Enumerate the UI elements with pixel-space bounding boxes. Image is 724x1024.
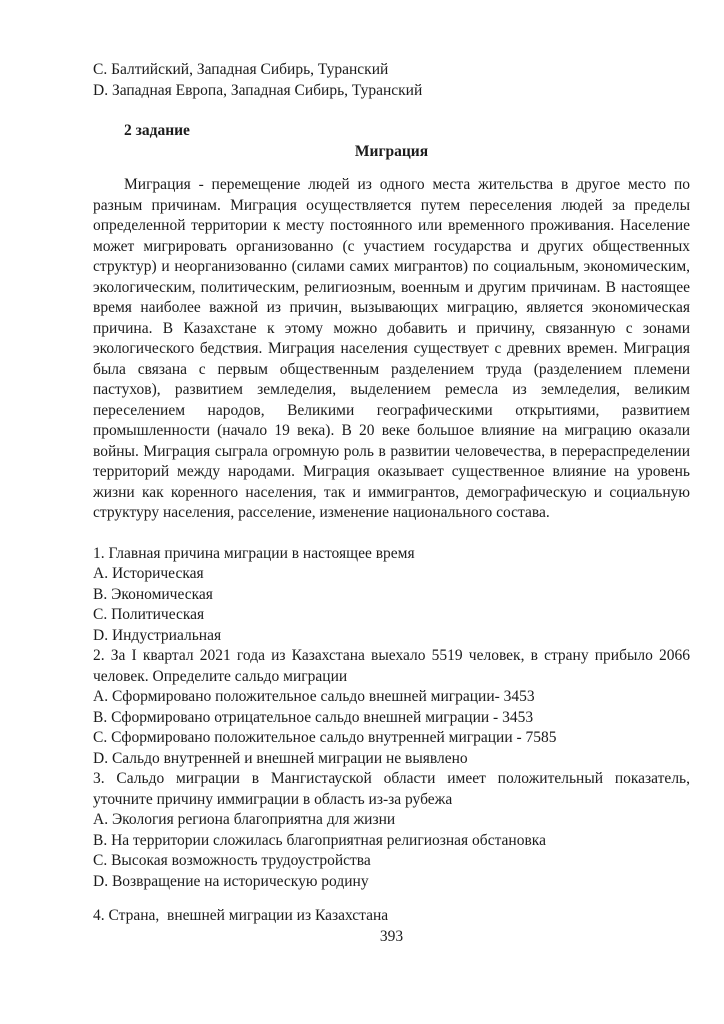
- question-2-option-b: B. Сформировано отрицательное сальдо внешней миграции - 3453: [93, 708, 534, 726]
- page-number: 393: [379, 927, 404, 945]
- question-3-option-c: C. Высокая возможность трудоустройства: [93, 852, 371, 869]
- question-2-option-c: C. Сформировано положительное сальдо внутренней миграции - 7585: [93, 729, 557, 746]
- reading-text: Миграция - перемещение людей из одного места жительства в другое место по разным причинам. Миграция осуществляется путем переселения людей за пределы определенной территории к месту постоянного или временного проживания. Население может мигрировать организованно (с участием государства и других общественных структур) и неорганизованно (силами самих мигрантов) по социальным, экономическим, экологическим, политическим, религиозным, военным и другим причинам. В настоящее время наиболее важной из причин, вызывающих миграцию, является экономическая причина. В Казахстане к этому можно добавить и причину, связанную с зонами экологического бедствия. Миграция населения существует с древних времен. Миграция была связана с первым общественным разделением труда (разделением племени пастухов), развитием земледелия, выделением ремесла из земледелия, великим переселением народов, Великими географическими открытиями, развитием промышленности (начало 19 века). В 20 веке большое влияние на миграцию оказали войны. Миграция сыграла огромную роль в развитии человечества, в перераспределении территорий между народами. Миграция оказывает существенное влияние на уровень жизни как коренного населения, так и иммигрантов, демографическую и социальную структуру населения, расселение, изменение национального состава.: [93, 176, 690, 521]
- question-3-option-a: A. Экология региона благоприятна для жизни: [93, 811, 396, 828]
- reading-title: Миграция: [354, 142, 429, 160]
- question-1-option-c: C. Политическая: [93, 606, 205, 623]
- question-1-option-a: A. Историческая: [93, 565, 204, 582]
- question-3: [93, 769, 690, 892]
- questions-section: [93, 544, 690, 893]
- task-label: 2 задание: [124, 122, 190, 139]
- prev-question-option-d: D. Западная Европа, Западная Сибирь, Туранский: [93, 81, 423, 99]
- question-1-option-b: B. Экономическая: [93, 585, 213, 603]
- question-1-stem: 1. Главная причина миграции в настоящее время: [93, 544, 415, 562]
- page-content: [93, 60, 690, 947]
- question-1-option-d: D. Индустриальная: [93, 626, 222, 644]
- question-1: [93, 544, 690, 647]
- question-2: [93, 646, 690, 769]
- question-3-option-d: D. Возвращение на историческую родину: [93, 872, 369, 890]
- question-2-stem: 2. За I квартал 2021 года из Казахстана выехало 5519 человек, в страну прибыло 2066 человек. Определите сальдо миграции: [93, 647, 690, 685]
- question-3-option-b: B. На территории сложилась благоприятная религиозная обстановка: [93, 831, 546, 849]
- question-4-stem: 4. Страна, внешней миграции из Казахстана: [93, 907, 389, 924]
- question-3-stem: 3. Сальдо миграции в Мангистауской области имеет положительный показатель, уточните причину иммиграции в область из-за рубежа: [93, 770, 690, 808]
- question-2-option-d: D. Сальдо внутренней и внешней миграции не выявлено: [93, 749, 468, 767]
- question-2-option-a: A. Сформировано положительное сальдо внешней миграции- 3453: [93, 688, 535, 705]
- prev-question-option-c: C. Балтийский, Западная Сибирь, Туранский: [93, 61, 389, 78]
